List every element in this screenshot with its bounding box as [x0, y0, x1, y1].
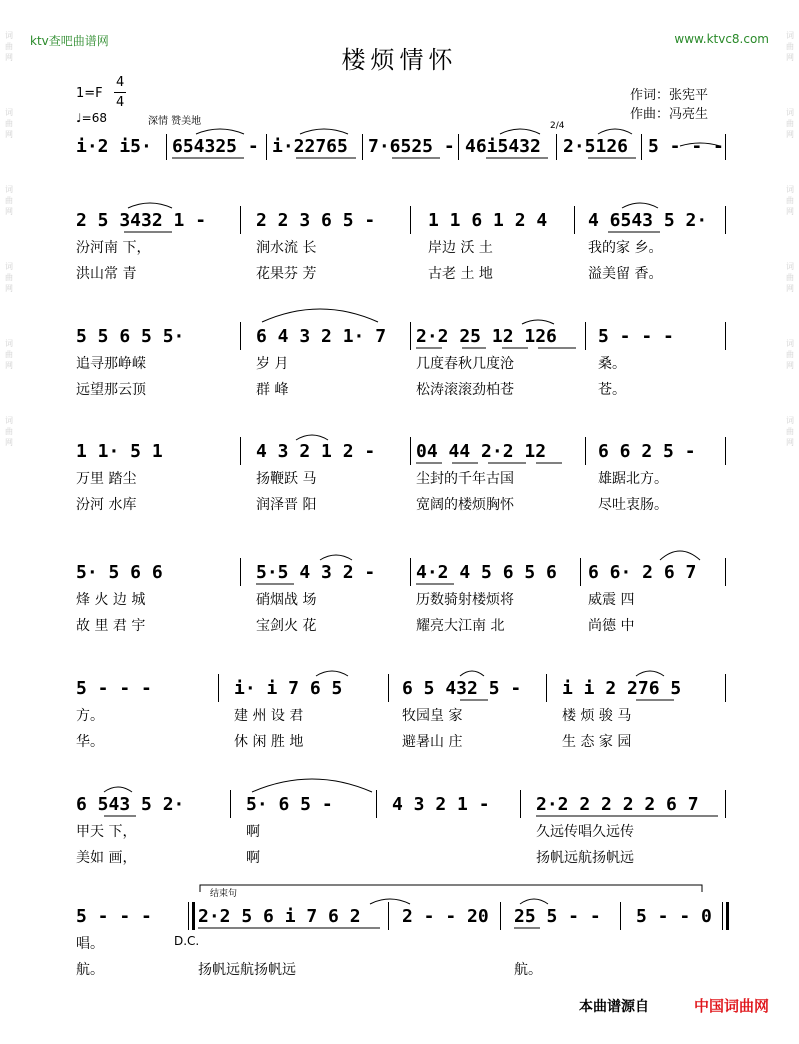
measure-notes: 2 - - 20	[402, 906, 489, 927]
barline	[240, 437, 241, 465]
lyric-verse-2: 扬帆远航扬帆远	[536, 850, 634, 866]
measure-notes: 25 5 - -	[514, 906, 601, 927]
measure-notes: 5 - - 0	[636, 906, 712, 927]
barline	[230, 790, 231, 818]
key-signature: 1=F	[76, 86, 103, 101]
measure-notes: 654325 -	[172, 136, 259, 157]
expression-marking: 深情 赞美地	[148, 116, 202, 127]
slur	[262, 309, 378, 322]
lyric-verse-2: 远望那云顶	[76, 382, 146, 398]
lyric-verse-1: 楼 烦 骏 马	[562, 708, 632, 724]
measure-notes: 2 5 3432 1 -	[76, 210, 207, 231]
lyric-verse-2: 避暑山 庄	[402, 734, 463, 750]
barline	[574, 206, 575, 234]
measure-notes: 5· 5 6 6	[76, 562, 163, 583]
lyric-verse-2: 松涛滚滚劲柏苍	[416, 382, 514, 398]
slur	[636, 671, 664, 676]
slur	[660, 551, 700, 560]
barline	[388, 902, 389, 930]
barline-repeat-start	[192, 902, 195, 930]
slur	[296, 435, 328, 440]
time-signature-numerator: 4	[116, 75, 125, 90]
barline	[410, 437, 411, 465]
lyric-verse-1: 几度春秋几度沧	[416, 356, 514, 372]
measure-notes: 6 4 3 2 1· 7	[256, 326, 387, 347]
measure-notes: 5 5 6 5 5·	[76, 326, 185, 347]
lyric-verse-2: 溢美留 香。	[588, 266, 663, 282]
lyric-verse-1: 牧园皇 家	[402, 708, 463, 724]
lyric-verse-2: 尚德 中	[588, 618, 635, 634]
measure-notes: 2·2 25 12 126	[416, 326, 557, 347]
barline	[410, 322, 411, 350]
barline	[620, 902, 621, 930]
measure-notes: 1 1 6 1 2 4	[428, 210, 548, 231]
lyric-verse-1: 涧水流 长	[256, 240, 317, 256]
slur	[622, 203, 658, 208]
slur	[196, 129, 244, 134]
lyric-verse-2: 花果芬 芳	[256, 266, 317, 282]
measure-notes: 6 6· 2 6 7	[588, 562, 697, 583]
lyric-verse-1: 汾河南 下，	[76, 240, 151, 256]
lyric-verse-1: 烽 火 边 城	[76, 592, 146, 608]
slur	[104, 787, 132, 792]
measure-notes: 5· 6 5 -	[246, 794, 333, 815]
measure-notes: 6 5 432 5 -	[402, 678, 522, 699]
slur	[522, 320, 554, 324]
lyric-verse-2: 宽阔的楼烦胸怀	[416, 497, 514, 513]
barline	[362, 134, 363, 160]
site-link-right[interactable]: www.ktvc8.com	[674, 32, 769, 46]
barline	[388, 674, 389, 702]
slur	[320, 555, 352, 560]
lyric-verse-2: 啊	[246, 850, 260, 866]
lyric-verse-1: 啊	[246, 824, 260, 840]
lyric-verse-2: 休 闲 胜 地	[234, 734, 304, 750]
barline	[240, 206, 241, 234]
measure-notes: 5 - - -	[648, 136, 724, 157]
lyric-verse-1: 方。	[76, 708, 104, 724]
barline	[725, 206, 726, 234]
barline	[240, 558, 241, 586]
measure-notes: 2 2 3 6 5 -	[256, 210, 376, 231]
barline	[725, 558, 726, 586]
lyric-verse-2: 航。	[514, 962, 542, 978]
measure-notes: 4 3 2 1 2 -	[256, 441, 376, 462]
barline	[458, 134, 459, 160]
measure-notes: 04 44 2·2 12	[416, 441, 547, 462]
meter-change: 2/4	[550, 121, 565, 131]
song-title: 楼烦情怀	[341, 46, 458, 74]
barline	[580, 558, 581, 586]
lyricist-credit: 作词：张宪平	[630, 88, 709, 103]
lyric-verse-1: 雄踞北方。	[598, 471, 668, 487]
time-signature-denominator: 4	[116, 95, 125, 110]
barline	[218, 674, 219, 702]
barline	[585, 437, 586, 465]
measure-notes: i· i 7 6 5	[234, 678, 343, 699]
lyric-verse-2: 宝剑火 花	[256, 618, 317, 634]
lyric-verse-1: 追寻那峥嵘	[76, 356, 146, 372]
barline	[266, 134, 267, 160]
measure-notes: 4 6543 5 2·	[588, 210, 708, 231]
measure-notes: i·2 i5·	[76, 136, 152, 157]
time-signature-line	[114, 92, 126, 93]
barline	[725, 437, 726, 465]
barline-final-thin	[722, 902, 723, 930]
barline	[188, 902, 189, 930]
margin-watermark-left: 词曲网 词曲网 词曲网 词曲网 词曲网 词曲网	[5, 31, 13, 447]
lyric-verse-2: 美如 画，	[76, 850, 137, 866]
measure-notes: 5 - - -	[76, 678, 152, 699]
slur	[598, 129, 632, 134]
lyric-verse-2: 扬帆远航扬帆远	[198, 962, 296, 978]
lyric-verse-1: 我的家 乡。	[588, 240, 663, 256]
slur	[128, 203, 172, 208]
measure-notes: 6 543 5 2·	[76, 794, 185, 815]
lyric-verse-1: 甲天 下，	[76, 824, 137, 840]
barline	[520, 790, 521, 818]
barline	[546, 674, 547, 702]
barline	[410, 206, 411, 234]
lyric-verse-1: 岸边 沃 土	[428, 240, 493, 256]
lyric-verse-1: 久远传唱久远传	[536, 824, 634, 840]
barline	[500, 902, 501, 930]
measure-notes: 7·6525 -	[368, 136, 455, 157]
measure-notes: 5 - - -	[76, 906, 152, 927]
measure-notes: 2·2 2 2 2 2 6 7	[536, 794, 699, 815]
lyric-verse-2: 洪山常 青	[76, 266, 137, 282]
measure-notes: 4·2 4 5 6 5 6	[416, 562, 557, 583]
lyric-verse-1: 威震 四	[588, 592, 635, 608]
slur	[520, 899, 548, 904]
barline-final-thick	[726, 902, 729, 930]
measure-notes: 2·5126	[563, 136, 629, 157]
slur	[300, 129, 348, 134]
ending-bracket	[200, 885, 702, 892]
barline	[240, 322, 241, 350]
lyric-verse-1: 万里 踏尘	[76, 471, 137, 487]
slur	[316, 671, 348, 676]
lyric-verse-2: 耀亮大江南 北	[416, 618, 505, 634]
ending-label: 结束句	[210, 889, 238, 899]
barline	[641, 134, 642, 160]
dc-marking: D.C.	[174, 934, 200, 948]
slur	[500, 129, 540, 134]
lyric-verse-2: 故 里 君 宇	[76, 618, 146, 634]
barline	[585, 322, 586, 350]
slur	[252, 779, 372, 792]
site-link-left[interactable]: ktv查吧曲谱网	[30, 34, 109, 48]
measure-notes: 4 3 2 1 -	[392, 794, 490, 815]
barline	[725, 322, 726, 350]
barline	[410, 558, 411, 586]
lyric-verse-2: 群 峰	[256, 382, 289, 398]
lyric-verse-2: 苍。	[598, 382, 626, 398]
lyric-verse-2: 古老 土 地	[428, 266, 493, 282]
measure-notes: i i 2 276 5	[562, 678, 682, 699]
lyric-verse-2: 汾河 水库	[76, 497, 137, 513]
source-label: 本曲谱源自	[579, 999, 649, 1015]
lyric-verse-1: 尘封的千年古国	[416, 471, 514, 487]
composer-credit: 作曲：冯亮生	[630, 107, 709, 122]
lyric-verse-2: 尽吐衷肠。	[598, 497, 668, 513]
lyric-verse-1: 历数骑射楼烦将	[416, 592, 514, 608]
lyric-verse-1: 扬鞭跃 马	[256, 471, 317, 487]
measure-notes: i·22765	[272, 136, 348, 157]
margin-watermark-right: 词曲网 词曲网 词曲网 词曲网 词曲网 词曲网	[786, 31, 794, 447]
tempo-marking: ♩=68	[76, 111, 107, 125]
lyric-verse-2: 润泽晋 阳	[256, 497, 317, 513]
barline	[725, 134, 726, 160]
lyric-verse-1: 桑。	[598, 356, 626, 372]
lyric-verse-2: 华。	[76, 734, 104, 750]
lyric-verse-1: 硝烟战 场	[256, 592, 317, 608]
measure-notes: 6 6 2 5 -	[598, 441, 696, 462]
slur	[370, 899, 410, 904]
barline	[725, 674, 726, 702]
slur	[460, 671, 484, 676]
measure-notes: 5 - - -	[598, 326, 674, 347]
lyric-verse-1: 建 州 设 君	[234, 708, 304, 724]
measure-notes: 1 1· 5 1	[76, 441, 163, 462]
lyric-verse-1: 唱。	[76, 936, 104, 952]
barline	[376, 790, 377, 818]
lyric-verse-2: 生 态 家 园	[562, 734, 632, 750]
measure-notes: 46i5432	[465, 136, 541, 157]
measure-notes: 2·2 5 6 i 7 6 2	[198, 906, 361, 927]
source-site-link[interactable]: 中国词曲网	[693, 997, 769, 1015]
measure-notes: 5·5 4 3 2 -	[256, 562, 376, 583]
lyric-verse-1: 岁 月	[256, 356, 289, 372]
barline	[725, 790, 726, 818]
barline	[556, 134, 557, 160]
barline	[166, 134, 167, 160]
lyric-verse-2: 航。	[76, 962, 104, 978]
